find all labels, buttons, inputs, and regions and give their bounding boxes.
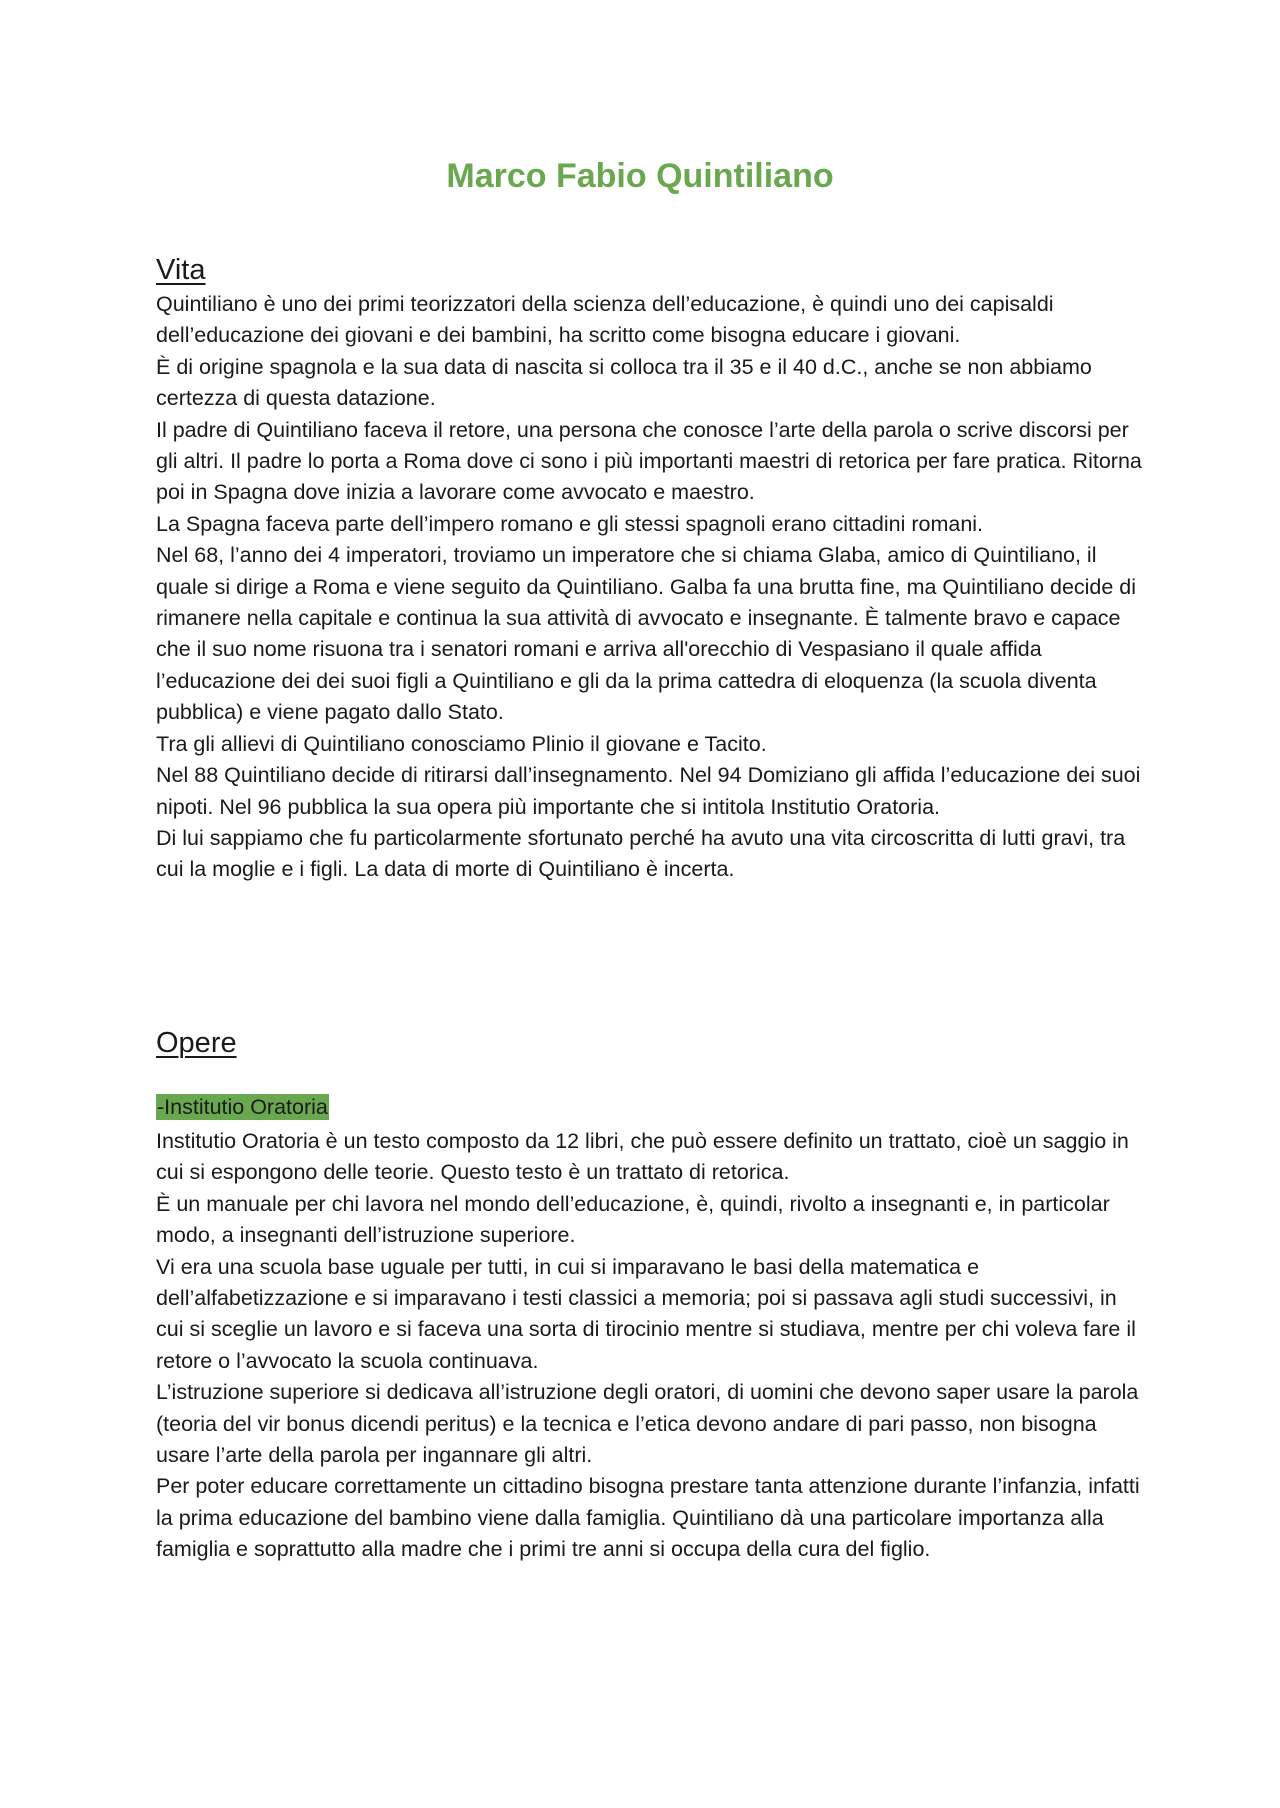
vita-paragraph: Il padre di Quintiliano faceva il retore, una persona che conosce l’arte della parola o scrive discorsi per gli altri. Il padre lo porta a Roma dove ci sono i più importanti maestri di retorica per fare pratica. Ritorna poi in Spagna dove inizia a lavorare come avvocato e maestro. bbox=[156, 417, 1142, 505]
vita-paragraph: Tra gli allievi di Quintiliano conosciamo Plinio il giovane e Tacito. bbox=[156, 731, 767, 756]
highlighted-subheading: -Institutio Oratoria bbox=[157, 1095, 328, 1119]
opere-paragraph: Per poter educare correttamente un cittadino bisogna prestare tanta attenzione durante l’infanzia, infatti la prima educazione del bambino viene dalla famiglia. Quintiliano dà una particolare importanza alla famiglia e soprattutto alla madre che i primi tre anni si occupa della cura del figlio. bbox=[156, 1474, 1140, 1562]
vita-paragraph: La Spagna faceva parte dell’impero romano e gli stessi spagnoli erano cittadini romani. bbox=[156, 511, 984, 536]
subheading-institutio-oratoria bbox=[156, 1093, 329, 1121]
document-title: Marco Fabio Quintiliano bbox=[446, 157, 834, 195]
section-heading-opere: Opere bbox=[156, 1027, 237, 1059]
vita-paragraph: Di lui sappiamo che fu particolarmente sfortunato perché ha avuto una vita circoscritta di lutti gravi, tra cui la moglie e i figli. La data di morte di Quintiliano è incerta. bbox=[156, 825, 1126, 882]
opere-body bbox=[156, 1126, 1146, 1566]
opere-paragraph: L’istruzione superiore si dedicava all’istruzione degli oratori, di uomini che devono saper usare la parola (teoria del vir bonus dicendi peritus) e la tecnica e l’etica devono andare di pari passo, non bisogna usare l’arte della parola per ingannare gli altri. bbox=[156, 1380, 1139, 1468]
opere-paragraph: Institutio Oratoria è un testo composto da 12 libri, che può essere definito un trattato, cioè un saggio in cui si espongono delle teorie. Questo testo è un trattato di retorica. bbox=[156, 1129, 1129, 1185]
vita-paragraph: Nel 88 Quintiliano decide di ritirarsi dall’insegnamento. Nel 94 Domiziano gli affida l’educazione dei suoi nipoti. Nel 96 pubblica la sua opera più importante che si intitola Institutio Oratoria. bbox=[156, 763, 1141, 819]
opere-paragraph: È un manuale per chi lavora nel mondo dell’educazione, è, quindi, rivolto a insegnanti e, in particolar modo, a insegnanti dell’istruzione superiore. bbox=[156, 1191, 1110, 1248]
vita-body bbox=[156, 289, 1146, 886]
vita-paragraph: Nel 68, l’anno dei 4 imperatori, troviamo un imperatore che si chiama Glaba, amico di Quintiliano, il quale si dirige a Roma e viene seguito da Quintiliano. Galba fa una brutta fine, ma Quintiliano decide di rimanere nella capitale e continua la sua attività di avvocato e insegnante. È talmente bravo e capace che il suo nome risuona tra i senatori romani e arriva all'orecchio di Vespasiano il quale affida l’educazione dei dei suoi figli a Quintiliano e gli da la prima cattedra di eloquenza (la scuola diventa pubblica) e viene pagato dallo Stato. bbox=[156, 543, 1137, 725]
opere-paragraph: Vi era una scuola base uguale per tutti, in cui si imparavano le basi della matematica e dell’alfabetizzazione e si imparavano i testi classici a memoria; poi si passava agli studi successivi, in cui si sceglie un lavoro e si faceva una sorta di tirocinio mentre si studiava, mentre per chi voleva fare il retore o l’avvocato la scuola continuava. bbox=[156, 1254, 1136, 1373]
vita-paragraph: È di origine spagnola e la sua data di nascita si colloca tra il 35 e il 40 d.C., anche se non abbiamo certezza di questa datazione. bbox=[156, 354, 1092, 411]
vita-paragraph: Quintiliano è uno dei primi teorizzatori della scienza dell’educazione, è quindi uno dei capisaldi dell’educazione dei giovani e dei bambini, ha scritto come bisogna educare i giovani. bbox=[156, 292, 1054, 348]
document-title-wrap bbox=[0, 152, 1280, 200]
section-heading-vita: Vita bbox=[156, 254, 206, 286]
